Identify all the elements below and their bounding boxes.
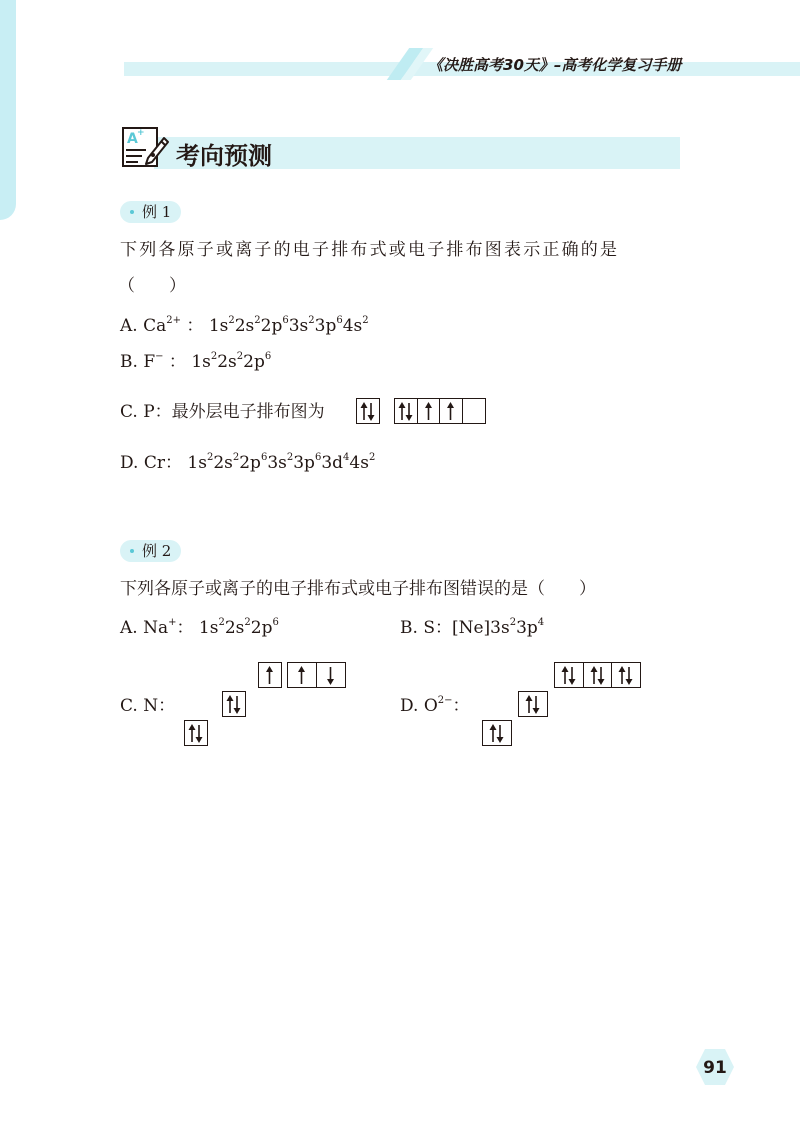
orbital-term: 3s [267,453,287,473]
spin-down-arrow-icon [234,708,241,714]
electron-count: 2 [244,617,251,628]
species: O [423,696,438,716]
spin-up-arrow-icon [399,402,406,408]
electron-count: 2 [254,315,261,326]
electron-arrows [418,399,439,423]
electron-arrows [223,692,244,716]
orbital-term: 3s [288,316,309,336]
orbital-term: 2p [239,453,261,473]
spin-up-arrow-icon [361,402,368,408]
species: Na [143,618,169,638]
option-label: A. [120,618,138,638]
electron-config [191,352,271,372]
electron-arrows [185,721,206,745]
spin-up-arrow-icon [227,695,234,701]
orbital-box [184,720,208,746]
spin-down-arrow-icon [569,679,576,685]
orbital-term: 3s [490,618,510,638]
bullet-dot-icon [130,210,134,214]
option-label: D. [120,453,139,473]
orbital-box [356,398,380,424]
orbital-term: 2p [243,352,265,372]
electron-arrows [483,721,510,745]
orbital-box [316,662,346,688]
electron-arrows [584,663,611,687]
electron-arrows [357,399,378,423]
electron-count: 2 [509,617,517,628]
electron-count: 2 [286,452,294,463]
orbital-term: 3p [293,453,315,473]
electron-count: 6 [314,452,322,463]
option-b [120,350,271,377]
spin-down-arrow-icon [497,737,504,743]
electron-arrows [288,663,315,687]
orbital-box [462,398,486,424]
question-text: 下列各原子或离子的电子排布式或电子排布图错误的是（ ） [120,579,596,599]
electron-count: 6 [272,617,279,628]
spin-up-arrow-icon [298,666,305,672]
spin-up-arrow-icon [619,666,626,672]
species: N [143,696,159,716]
species: Cr [143,453,165,473]
separator: ： [434,618,452,638]
electron-arrows [463,399,484,423]
orbital-term: 1s [198,618,219,638]
charge: + [168,617,177,628]
charge: 2+ [166,315,181,326]
orbital-term: 1s [191,352,211,372]
spin-up-arrow-icon [425,402,432,408]
example-tag [120,540,181,562]
electron-arrows [259,663,280,687]
spin-down-arrow-icon [597,679,604,685]
orbital-term: 2s [217,352,237,372]
example-tag-label: 例 1 [142,203,172,221]
electron-count: 6 [264,351,272,362]
orbital-term: 2p [260,316,283,336]
separator: ： [452,696,470,716]
separator: ： [176,618,194,638]
side-tab [0,0,16,220]
orbital-term: 2s [224,618,245,638]
option-c [120,400,325,424]
electron-count: 4 [537,617,545,628]
spin-up-arrow-icon [189,724,196,730]
option-label: A. [120,316,138,336]
electron-count: 2 [362,315,369,326]
electron-config [490,618,544,638]
charge: − [155,351,164,362]
orbital-term: 1s [187,453,207,473]
orbital-box [258,662,282,688]
species: F [143,352,156,372]
orbital-box [287,662,317,688]
option-label: D. [400,696,419,716]
spin-up-arrow-icon [562,666,569,672]
orbital-box [417,398,441,424]
orbital-box [518,691,548,717]
electron-arrows [555,663,582,687]
orbital-box [222,691,246,717]
option-label: C. [120,402,138,422]
option-a [120,314,369,341]
option-label: C. [120,696,138,716]
spin-down-arrow-icon [327,679,334,685]
electron-count: 2 [206,452,214,463]
orbital-box [583,662,613,688]
noble-gas-core: [Ne] [451,618,491,638]
svg-text:+: + [137,128,145,138]
orbital-term: 3p [516,618,538,638]
bullet-dot-icon [130,549,134,553]
option-label: B. [400,618,418,638]
orbital-term: 1s [208,316,229,336]
electron-count: 2 [368,452,376,463]
example-tag [120,201,181,223]
separator: ： [186,316,204,336]
electron-count: 2 [218,617,225,628]
spin-up-arrow-icon [266,666,273,672]
spin-down-arrow-icon [368,415,375,421]
option-label: B. [120,352,138,372]
spin-up-arrow-icon [490,724,497,730]
orbital-box [611,662,641,688]
spin-up-arrow-icon [447,402,454,408]
species: P [143,402,155,422]
electron-config [199,618,279,638]
electron-config [209,316,369,336]
separator: ： [158,696,176,716]
electron-count: 4 [343,452,350,463]
species: Ca [143,316,167,336]
spin-down-arrow-icon [196,737,203,743]
option-d [120,451,375,478]
spin-down-arrow-icon [533,708,540,714]
orbital-term: 2p [250,618,273,638]
electron-count: 6 [282,315,289,326]
orbital-term: 3p [314,316,337,336]
orbital-term: 2s [234,316,255,336]
option-b [400,616,544,643]
running-header: 《决胜高考30天》–高考化学复习手册 [428,56,682,74]
orbital-term: 2s [213,453,233,473]
page-number-badge [695,1048,735,1086]
electron-arrows [612,663,639,687]
electron-count: 2 [236,351,244,362]
spin-down-arrow-icon [406,415,413,421]
charge: 2− [437,695,453,706]
orbital-box [439,398,463,424]
section-title: 考向预测 [176,142,272,170]
orbital-box [394,398,418,424]
page-number: 91 [703,1058,727,1078]
option-c [120,694,175,718]
separator: ： [168,352,186,372]
orbital-box [482,720,512,746]
example-tag-label: 例 2 [142,542,172,560]
spin-up-arrow-icon [526,695,533,701]
spin-up-arrow-icon [590,666,597,672]
electron-count: 6 [336,315,343,326]
orbital-term: 4s [342,316,363,336]
electron-arrows [519,692,546,716]
answer-blank: （ ） [118,276,186,296]
pen-writing-icon [120,122,170,170]
spin-down-arrow-icon [626,679,633,685]
question-text: 下列各原子或离子的电子排布式或电子排布图表示正确的是 [120,240,620,260]
option-text: ：最外层电子排布图为 [154,402,325,422]
option-d [400,694,470,721]
orbital-term: 3d [321,453,344,473]
electron-count: 2 [308,315,315,326]
electron-count: 2 [232,452,240,463]
species: S [423,618,435,638]
separator: ： [164,453,182,473]
electron-count: 6 [260,452,268,463]
electron-arrows [395,399,416,423]
orbital-term: 4s [349,453,369,473]
electron-arrows [440,399,461,423]
electron-count: 2 [210,351,218,362]
orbital-box [554,662,584,688]
electron-arrows [317,663,344,687]
electron-config [187,453,375,473]
option-a [120,616,279,643]
svg-text:A: A [127,131,138,147]
electron-count: 2 [228,315,235,326]
